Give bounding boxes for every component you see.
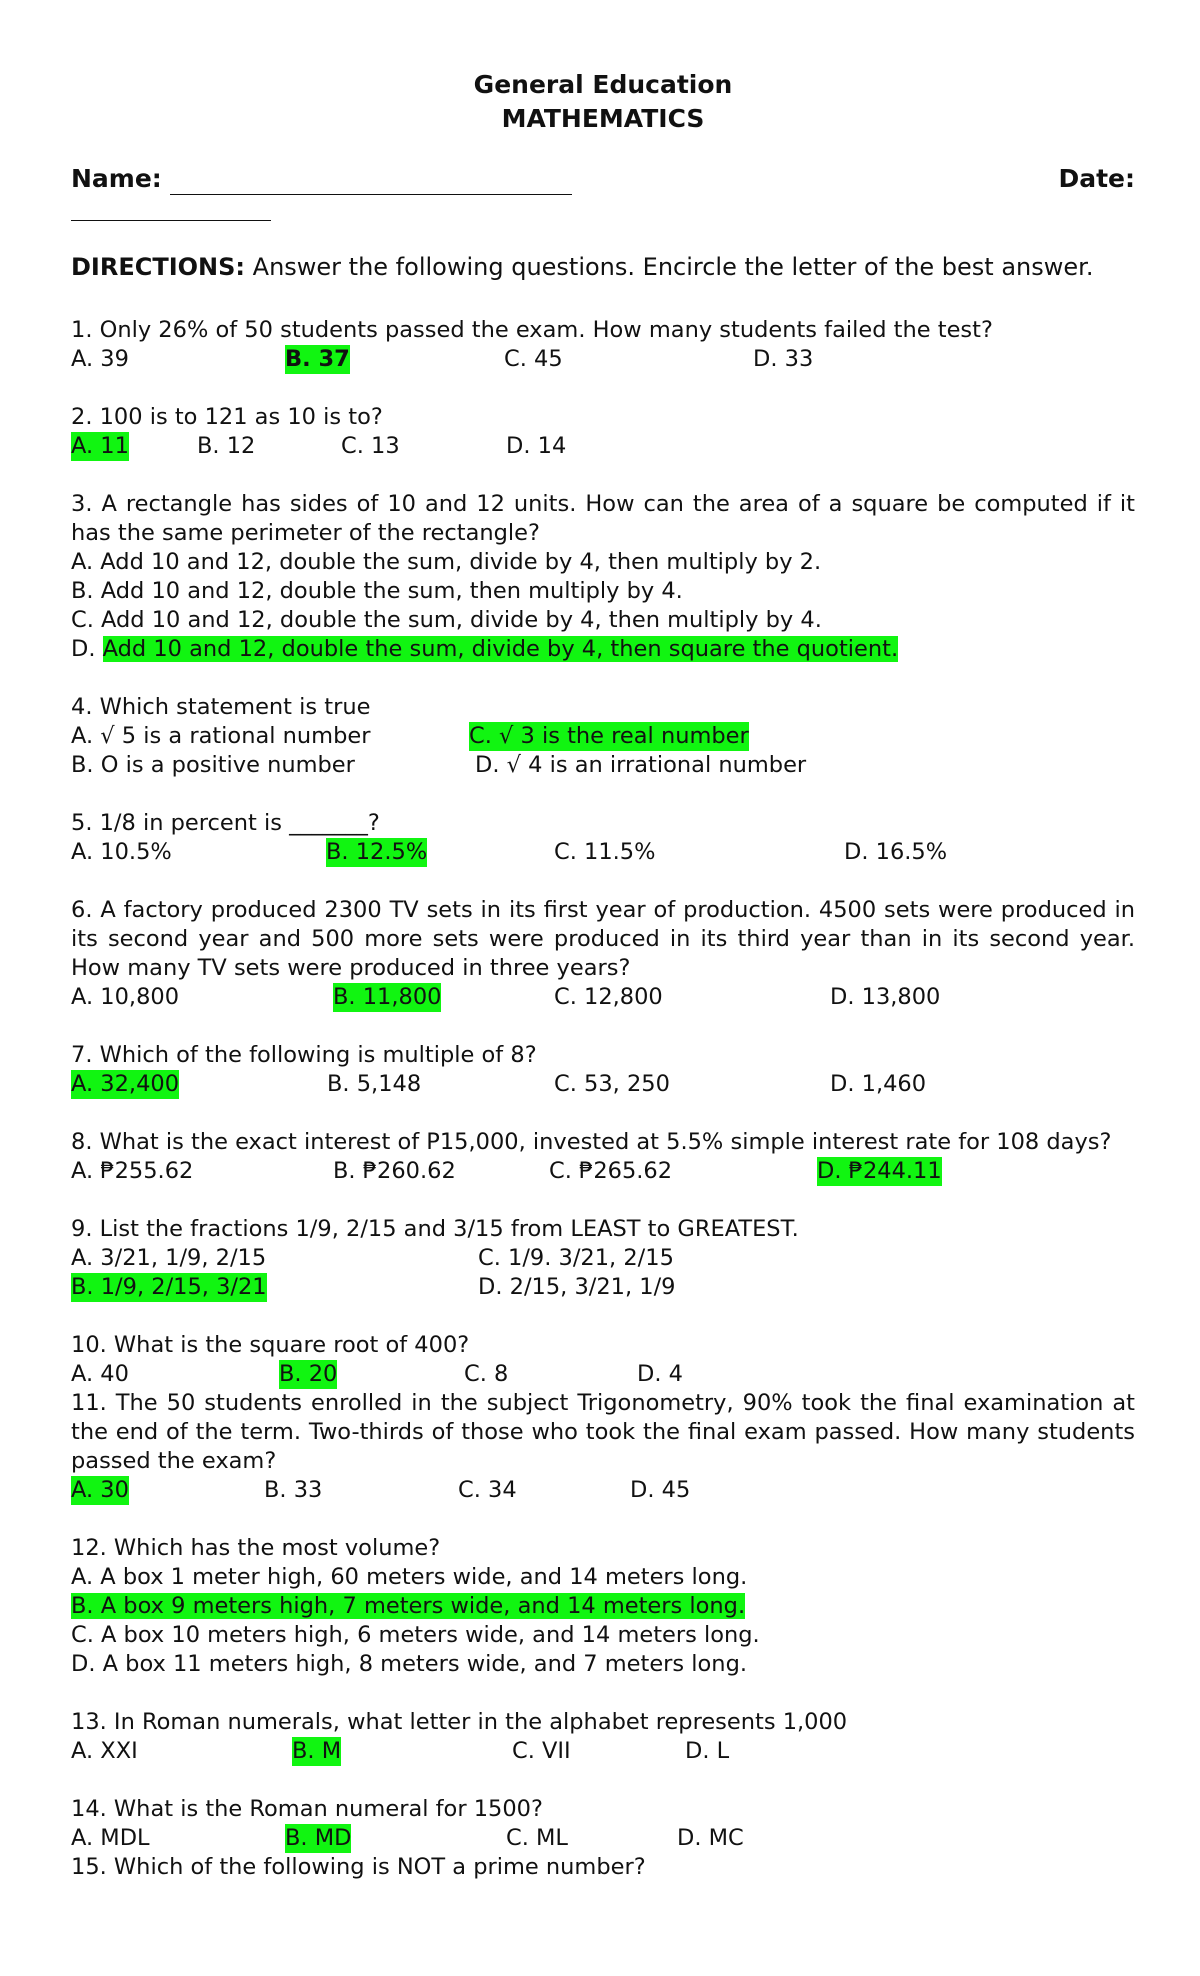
choice-d[interactable]: D. MC xyxy=(677,1825,744,1851)
question-stem: 1. Only 26% of 50 students passed the exam. How many students failed the test? xyxy=(71,317,993,343)
choice-c[interactable]: C. ₱265.62 xyxy=(549,1158,673,1184)
choice-d-letter: D. xyxy=(71,636,103,662)
choice-row xyxy=(71,1737,1135,1766)
choice-a-answer[interactable]: A. 32,400 xyxy=(71,1071,180,1097)
choice-d[interactable]: D. 2/15, 3/21, 1/9 xyxy=(478,1274,676,1300)
question-stem: 13. In Roman numerals, what letter in the alphabet represents 1,000 xyxy=(71,1709,848,1735)
question-stem: 3. A rectangle has sides of 10 and 12 units. How can the area of a square be computed if it has the same perimeter of the rectangle? xyxy=(71,491,1135,546)
choice-d-answer[interactable]: D. ₱244.11 xyxy=(817,1158,942,1184)
question-13 xyxy=(71,1708,1135,1766)
choice-a[interactable]: A. MDL xyxy=(71,1825,150,1851)
question-9 xyxy=(71,1215,1135,1302)
choice-row xyxy=(71,1244,1135,1273)
directions-label: DIRECTIONS: xyxy=(71,253,246,281)
question-stem: 12. Which has the most volume? xyxy=(71,1535,441,1561)
choice-c[interactable]: C. VII xyxy=(512,1738,571,1764)
question-stem: 8. What is the exact interest of P15,000, invested at 5.5% simple interest rate for 108 days? xyxy=(71,1129,1112,1155)
question-15 xyxy=(71,1853,1135,1882)
choice-d[interactable]: D. L xyxy=(685,1738,730,1764)
choice-b-answer[interactable]: B. 11,800 xyxy=(333,984,442,1010)
choice-a[interactable]: A. A box 1 meter high, 60 meters wide, and 14 meters long. xyxy=(71,1564,748,1590)
choice-b-answer[interactable]: B. MD xyxy=(285,1825,352,1851)
question-10 xyxy=(71,1331,1135,1389)
choice-row xyxy=(71,1360,1135,1389)
question-stem: 10. What is the square root of 400? xyxy=(71,1332,470,1358)
question-2 xyxy=(71,403,1135,461)
choice-a-answer[interactable]: A. 30 xyxy=(71,1477,129,1503)
choice-row xyxy=(71,983,1135,1012)
choice-d[interactable]: D. 45 xyxy=(630,1477,691,1503)
choice-a[interactable]: A. 3/21, 1/9, 2/15 xyxy=(71,1245,267,1271)
choice-d[interactable]: D. 13,800 xyxy=(830,984,941,1010)
choice-a[interactable]: A. 10.5% xyxy=(71,839,172,865)
choice-row xyxy=(71,1824,1135,1853)
choice-c[interactable]: C. 1/9. 3/21, 2/15 xyxy=(478,1245,674,1271)
question-5 xyxy=(71,809,1135,867)
choice-c[interactable]: C. 11.5% xyxy=(554,839,656,865)
question-6 xyxy=(71,896,1135,1012)
name-label: Name: xyxy=(71,164,162,193)
question-7 xyxy=(71,1041,1135,1099)
choice-a[interactable]: A. XXI xyxy=(71,1738,138,1764)
question-stem: 7. Which of the following is multiple of 8? xyxy=(71,1042,537,1068)
choice-c[interactable]: C. 8 xyxy=(464,1361,509,1387)
question-stem: 9. List the fractions 1/9, 2/15 and 3/15 from LEAST to GREATEST. xyxy=(71,1216,799,1242)
choice-c[interactable]: C. 13 xyxy=(341,433,400,459)
doc-subtitle: MATHEMATICS xyxy=(501,104,705,133)
name-date-row xyxy=(71,164,1135,198)
choice-d[interactable]: D. 4 xyxy=(637,1361,683,1387)
choice-b-answer[interactable]: B. 37 xyxy=(285,346,350,372)
question-14 xyxy=(71,1795,1135,1853)
choice-b[interactable]: B. Add 10 and 12, double the sum, then multiply by 4. xyxy=(71,578,683,604)
choice-row xyxy=(71,722,1135,751)
choice-c[interactable]: C. 45 xyxy=(504,346,563,372)
date-blank[interactable] xyxy=(71,220,271,221)
question-11 xyxy=(71,1389,1135,1505)
question-stem: 15. Which of the following is NOT a prime number? xyxy=(71,1854,646,1880)
directions xyxy=(71,251,1135,283)
name-blank[interactable] xyxy=(170,194,572,195)
choice-b-text: B. A box 9 meters high, 7 meters wide, and 14 meters long. xyxy=(71,1593,746,1619)
choice-d-answer[interactable] xyxy=(71,635,1135,664)
choice-row xyxy=(71,345,1135,374)
choice-d[interactable]: D. 1,460 xyxy=(830,1071,927,1097)
choice-b-answer[interactable]: B. 20 xyxy=(279,1361,338,1387)
doc-title: General Education xyxy=(473,70,733,99)
date-label: Date: xyxy=(1058,164,1135,193)
choice-a[interactable]: A. 39 xyxy=(71,346,129,372)
choice-c[interactable]: C. A box 10 meters high, 6 meters wide, and 14 meters long. xyxy=(71,1622,760,1648)
choice-c[interactable]: C. 53, 250 xyxy=(554,1071,670,1097)
question-12 xyxy=(71,1534,1135,1679)
choice-b-answer[interactable]: B. 12.5% xyxy=(326,839,428,865)
question-8 xyxy=(71,1128,1135,1186)
choice-b-answer[interactable]: B. 1/9, 2/15, 3/21 xyxy=(71,1274,267,1300)
choice-a[interactable]: A. 10,800 xyxy=(71,984,180,1010)
choice-row xyxy=(71,1070,1135,1099)
choice-c-answer[interactable]: C. √ 3 is the real number xyxy=(469,723,749,749)
choice-row xyxy=(71,1157,1135,1186)
choice-a[interactable]: A. 40 xyxy=(71,1361,129,1387)
question-stem: 14. What is the Roman numeral for 1500? xyxy=(71,1796,543,1822)
question-stem: 6. A factory produced 2300 TV sets in its first year of production. 4500 sets were produced in its second year and 500 more sets were produced in its third year than in its second year. How many TV sets were produced in three years? xyxy=(71,897,1135,981)
choice-a[interactable]: A. √ 5 is a rational number xyxy=(71,723,371,749)
choice-b-answer[interactable]: B. M xyxy=(292,1738,342,1764)
question-1 xyxy=(71,316,1135,374)
choice-d[interactable]: D. 14 xyxy=(506,433,567,459)
choice-d-text: Add 10 and 12, double the sum, divide by 4, then square the quotient. xyxy=(102,636,899,662)
choice-d[interactable]: D. 33 xyxy=(753,346,814,372)
choice-c[interactable]: C. ML xyxy=(506,1825,568,1851)
choice-b[interactable]: B. 5,148 xyxy=(327,1071,422,1097)
choice-row xyxy=(71,432,1135,461)
directions-text: Answer the following questions. Encircle the letter of the best answer. xyxy=(245,253,1094,281)
choice-b-answer[interactable] xyxy=(71,1592,1135,1621)
question-stem: 5. 1/8 in percent is _______? xyxy=(71,810,380,836)
choice-d[interactable]: D. 16.5% xyxy=(844,839,948,865)
choice-c[interactable]: C. 34 xyxy=(458,1477,517,1503)
choice-row xyxy=(71,838,1135,867)
choice-b[interactable]: B. 12 xyxy=(197,433,256,459)
question-stem: 11. The 50 students enrolled in the subject Trigonometry, 90% took the final examination at the end of the term. Two-thirds of those who took the final exam passed. How many students passed the exam? xyxy=(71,1390,1135,1474)
choice-b[interactable]: B. 33 xyxy=(264,1477,323,1503)
choice-a[interactable]: A. Add 10 and 12, double the sum, divide by 4, then multiply by 2. xyxy=(71,549,822,575)
choice-row xyxy=(71,751,1135,780)
choice-b[interactable]: B. O is a positive number xyxy=(71,752,355,778)
exam-page xyxy=(71,0,1135,1882)
choice-c[interactable]: C. Add 10 and 12, double the sum, divide by 4, then multiply by 4. xyxy=(71,607,822,633)
choice-c[interactable]: C. 12,800 xyxy=(554,984,663,1010)
question-stem: 2. 100 is to 121 as 10 is to? xyxy=(71,404,383,430)
choice-row xyxy=(71,1273,1135,1302)
question-4 xyxy=(71,693,1135,780)
choice-a[interactable]: A. ₱255.62 xyxy=(71,1158,194,1184)
question-stem: 4. Which statement is true xyxy=(71,694,371,720)
choice-b[interactable]: B. ₱260.62 xyxy=(333,1158,456,1184)
choice-row xyxy=(71,1476,1135,1505)
question-3 xyxy=(71,490,1135,664)
choice-a-answer[interactable]: A. 11 xyxy=(71,433,129,459)
choice-d[interactable]: D. A box 11 meters high, 8 meters wide, and 7 meters long. xyxy=(71,1651,747,1677)
choice-d[interactable]: D. √ 4 is an irrational number xyxy=(475,752,807,778)
